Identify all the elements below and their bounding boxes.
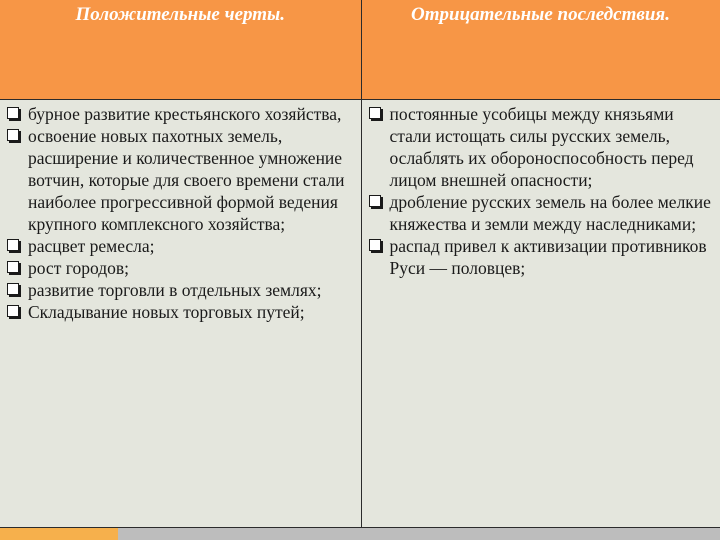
- list-item: [6, 125, 357, 235]
- list-item: [368, 235, 717, 279]
- bullet-icon: [369, 107, 381, 119]
- bullet-icon: [7, 239, 19, 251]
- bullet-icon: [369, 195, 381, 207]
- header-row: [0, 0, 720, 100]
- item-text: дробление русских земель на более мелкие княжества и земли между наследниками;: [389, 192, 711, 234]
- list-item: [368, 191, 717, 235]
- positive-cell: [0, 100, 361, 528]
- bullet-icon: [7, 129, 19, 141]
- bullet-icon: [7, 305, 19, 317]
- bullet-icon: [7, 261, 19, 273]
- footer-accent: [0, 528, 118, 540]
- list-item: [368, 103, 717, 191]
- list-item: [6, 103, 357, 125]
- positive-list: [6, 103, 357, 323]
- bullet-icon: [7, 283, 19, 295]
- bullet-icon: [7, 107, 19, 119]
- list-item: [6, 279, 357, 301]
- item-text: Складывание новых торговых путей;: [28, 302, 305, 322]
- negative-list: [368, 103, 717, 279]
- list-item: [6, 235, 357, 257]
- item-text: постоянные усобицы между князьями стали истощать силы русских земель, ослаблять их обороноспособность перед лицом внешней опасности;: [389, 104, 694, 190]
- header-negative: Отрицательные последствия.: [361, 0, 720, 100]
- bullet-icon: [369, 239, 381, 251]
- list-item: [6, 257, 357, 279]
- content-row: [0, 100, 720, 528]
- item-text: бурное развитие крестьянского хозяйства,: [28, 104, 342, 124]
- item-text: освоение новых пахотных земель, расширение и количественное умножение вотчин, которые для своего времени стали наиболее прогрессивной формой ведения крупного комплексного хозяйства;: [28, 126, 345, 234]
- item-text: распад привел к активизации противников Руси — половцев;: [389, 236, 707, 278]
- item-text: расцвет ремесла;: [28, 236, 155, 256]
- negative-cell: [361, 100, 720, 528]
- list-item: [6, 301, 357, 323]
- item-text: рост городов;: [28, 258, 129, 278]
- header-positive: Положительные черты.: [0, 0, 361, 100]
- item-text: развитие торговли в отдельных землях;: [28, 280, 322, 300]
